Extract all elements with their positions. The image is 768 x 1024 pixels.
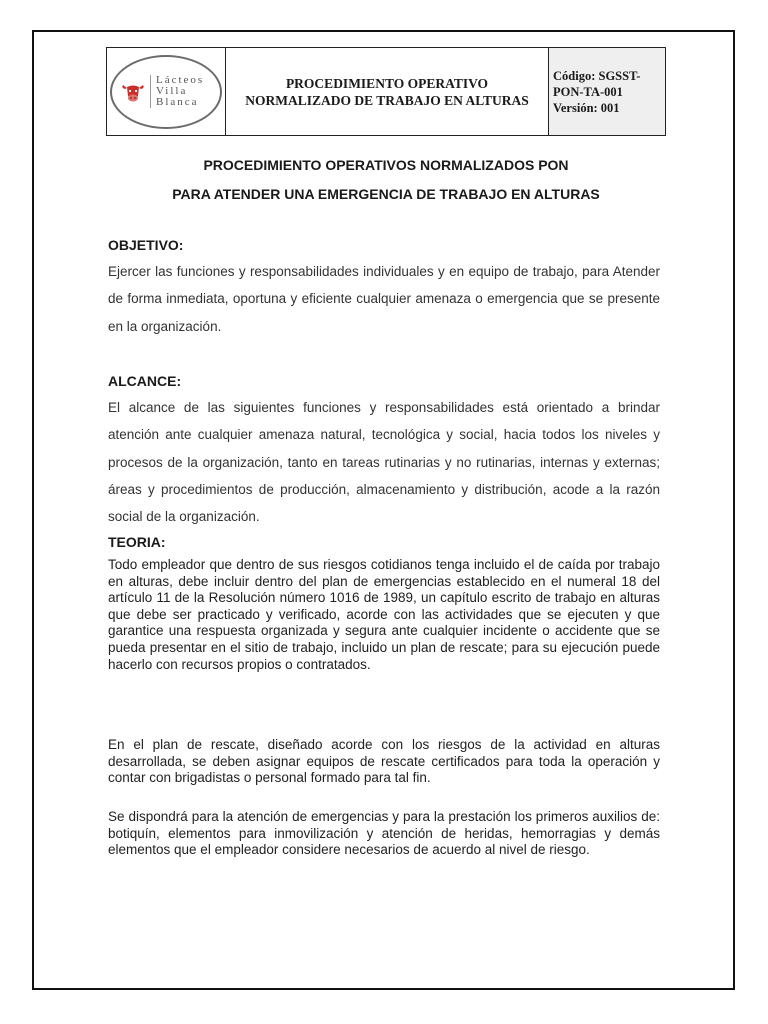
logo-line: Villa (156, 85, 188, 97)
alcance-heading: ALCANCE: (108, 373, 182, 389)
document-title-line-1: PROCEDIMIENTO OPERATIVOS NORMALIZADOS PON (203, 157, 569, 173)
header-title-line: NORMALIZADO DE TRABAJO EN ALTURAS (245, 92, 529, 108)
header-title-line: PROCEDIMIENTO OPERATIVO (285, 75, 489, 91)
cow-icon (120, 79, 146, 105)
logo-line: Blanca (156, 96, 199, 108)
header-code-line: Versión: 001 (553, 100, 620, 115)
objetivo-text: Ejercer las funciones y responsabilidades individuales y en equipo de trabajo, para Atender de forma inmediata, oportuna y eficiente cualquier amenaza o emergencia que se presente en la organización. (108, 264, 660, 334)
alcance-text: El alcance de las siguientes funciones y responsabilidades está orientado a brindar atención ante cualquier amenaza natural, tecnológica y social, hacia todos los niveles y procesos de la organización, tanto en tareas rutinarias y no rutinarias, internas y externas; áreas y procedimientos de producción, almacenamiento y distribución, acode a la razón social de la organización. (108, 400, 660, 525)
teoria-heading: TEORIA: (108, 534, 166, 550)
teoria-paragraph-1: Todo empleador que dentro de sus riesgos cotidianos tenga incluido el de caída por trabajo en alturas, debe incluir dentro del plan de emergencias establecido en el numeral 18 del artículo 11 de la Resolución número 1016 de 1989, un capítulo escrito de trabajo en alturas que debe ser practicado y verificado, acorde con las actividades que se ejecuten y que garantice una respuesta organizada y segura ante cualquier incidente o accidente que se pueda presentar en el sitio de trabajo, incluido un plan de rescate; para su ejecución puede hacerlo con recursos propios o contratados. (108, 557, 660, 672)
logo-text (150, 75, 204, 108)
company-logo (110, 55, 222, 129)
header-code-line: PON-TA-001 (553, 84, 623, 99)
header-code (549, 48, 665, 135)
header-code-line: Código: SGSST- (553, 68, 641, 83)
objetivo-heading: OBJETIVO: (108, 237, 184, 253)
teoria-paragraph-2: En el plan de rescate, diseñado acorde con los riesgos de la actividad en alturas desarrollada, se deben asignar equipos de rescate certificados para toda la operación y contar con brigadistas o personal formado para tal fin. (108, 737, 660, 786)
header-title (226, 48, 549, 135)
logo-cell (107, 48, 226, 135)
teoria-paragraph-3: Se dispondrá para la atención de emergencias y para la prestación los primeros auxilios de: botiquín, elementos para inmovilización y atención de heridas, hemorragias y demás elementos que el empleador considere necesarios de acuerdo al nivel de riesgo. (108, 809, 660, 858)
document-header (106, 47, 666, 136)
document-title-line-2: PARA ATENDER UNA EMERGENCIA DE TRABAJO EN ALTURAS (172, 186, 600, 202)
logo-line: Lácteos (156, 74, 205, 86)
